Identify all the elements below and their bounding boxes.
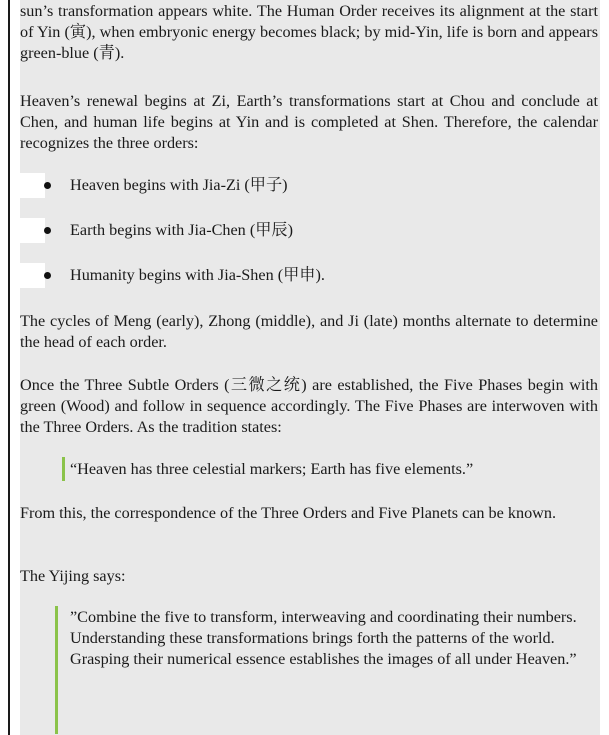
list-item-text: Humanity begins with Jia-Shen (甲申). — [70, 266, 325, 284]
list-item — [0, 260, 600, 296]
bullet-icon — [44, 227, 51, 234]
list-item — [0, 170, 600, 206]
quote-text: “Heaven has three celestial markers; Earth has five elements.” — [70, 460, 474, 478]
quote-line: Understanding these transformations brings forth the patterns of the world. — [70, 628, 555, 647]
list-item-text: Earth begins with Jia-Chen (甲辰) — [70, 221, 293, 239]
quote-bar — [55, 606, 58, 734]
quote-bar — [62, 457, 65, 481]
bullet-icon — [44, 182, 51, 189]
list-marker-swatch — [20, 263, 45, 288]
quote-text — [70, 607, 598, 669]
blockquote-yijing — [55, 606, 599, 734]
paragraph-three-orders-intro: Heaven’s renewal begins at Zi, Earth’s transformations start at Chou and conclude at Chen, and human life begins at Yin and is completed at Shen. Therefore, the calendar recognizes the three orders: — [20, 92, 598, 152]
list-marker-swatch — [20, 173, 45, 198]
list-item — [0, 215, 600, 251]
paragraph-yijing-intro: The Yijing says: — [20, 567, 126, 585]
left-margin-rule — [8, 0, 10, 735]
list-marker-swatch — [20, 218, 45, 243]
paragraph-month-cycles: The cycles of Meng (early), Zhong (middle), and Ji (late) months alternate to determine the head of each order. — [20, 312, 598, 351]
list-item-text: Heaven begins with Jia-Zi (甲子) — [70, 176, 288, 194]
bullet-icon — [44, 272, 51, 279]
blockquote-tradition — [62, 457, 598, 481]
paragraph-five-phases: Once the Three Subtle Orders (三微之统) are established, the Five Phases begin with green (Wood) and follow in sequence accordingly. The Five Phases are interwoven with the Three Orders. As the tradition states: — [20, 376, 598, 436]
paragraph-human-order: sun’s transformation appears white. The Human Order receives its alignment at the start of Yin (寅), when embryonic energy becomes black; by mid-Yin, life is born and appears green-blue (青). — [20, 2, 598, 62]
paragraph-correspondence: From this, the correspondence of the Three Orders and Five Planets can be known. — [20, 504, 556, 522]
quote-line: ”Combine the five to transform, interweaving and coordinating their numbers. — [70, 608, 577, 626]
quote-line: Grasping their numerical essence establishes the images of all under Heaven.” — [70, 649, 577, 668]
